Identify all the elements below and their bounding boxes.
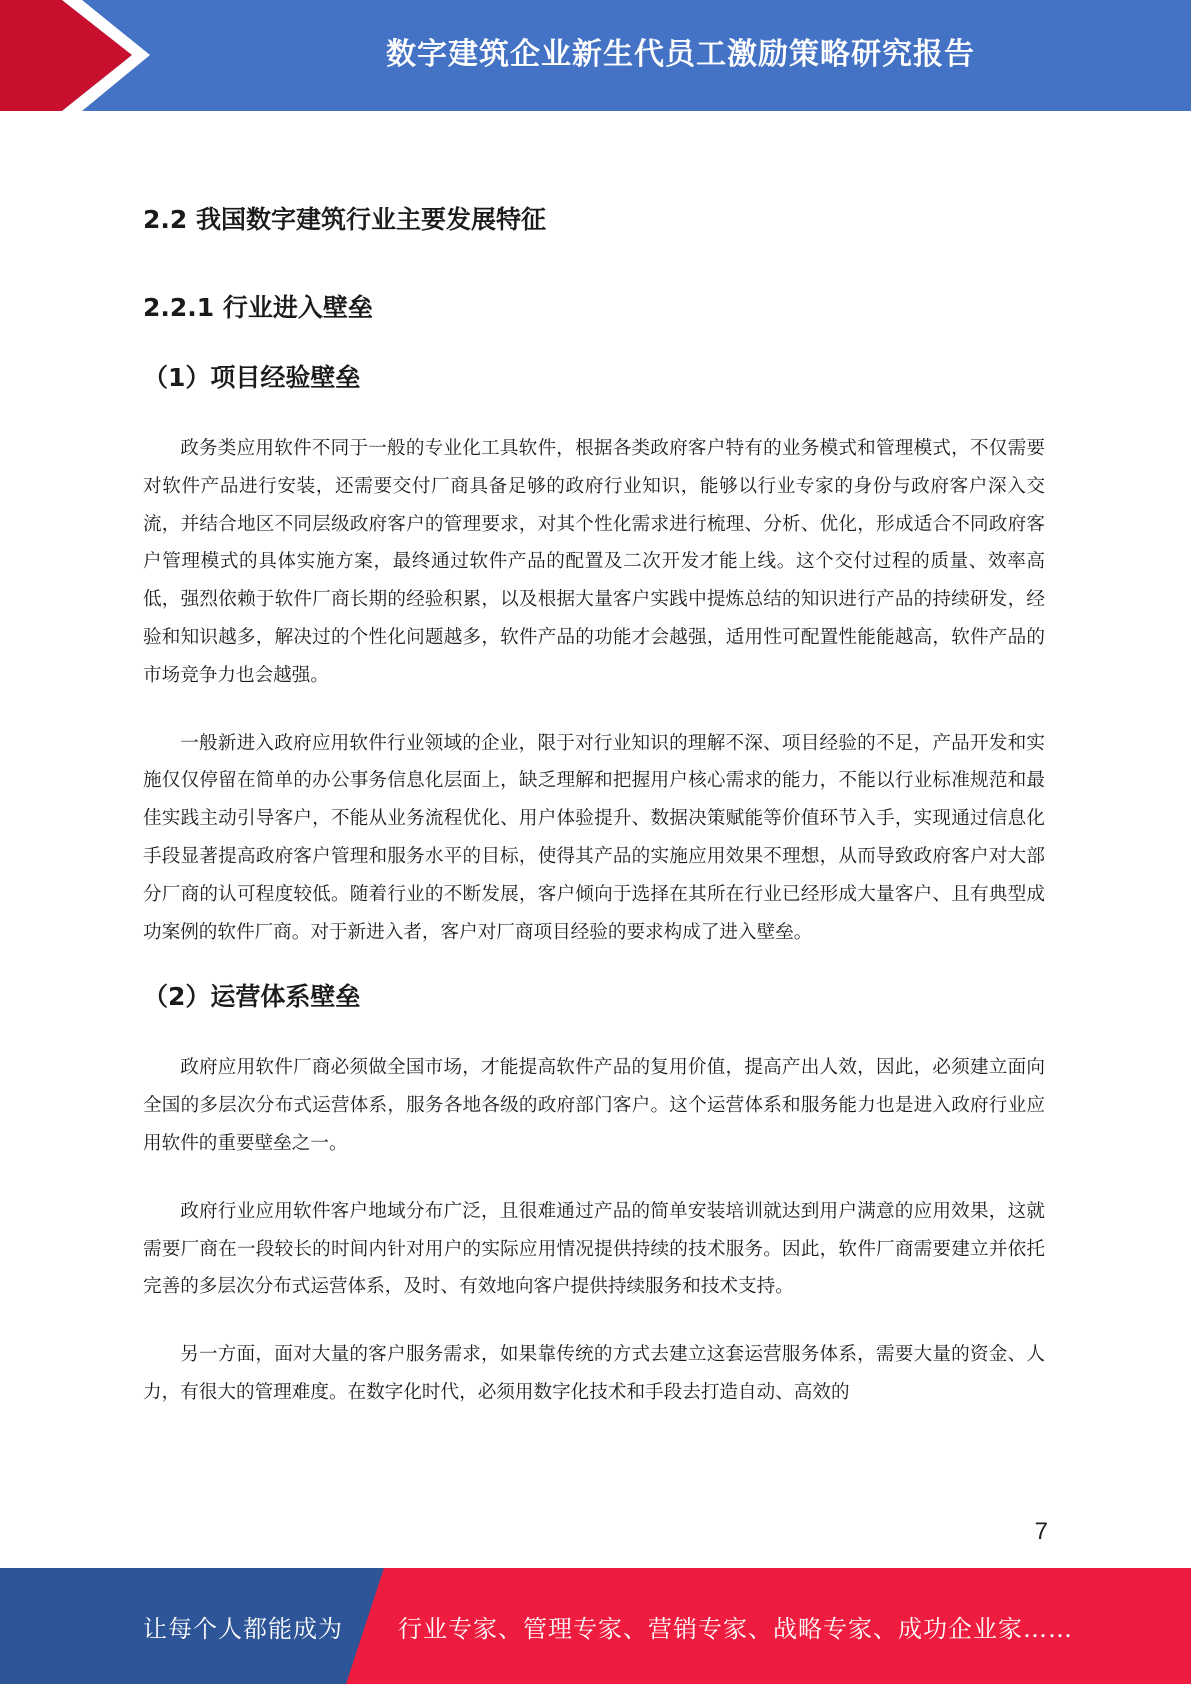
section-heading-2-2-1: 2.2.1 行业进入壁垒 — [143, 293, 373, 322]
paragraph: 政府应用软件厂商必须做全国市场，才能提高软件产品的复用价值，提高产出人效，因此，必须建立面向全国的多层次分布式运营体系，服务各地各级的政府部门客户。这个运营体系和服务能力也是进入政府行业应用软件的重要壁垒之一。 — [143, 1057, 1045, 1154]
report-title: 数字建筑企业新生代员工激励策略研究报告 — [386, 37, 975, 72]
subheading-project-experience: （1）项目经验壁垒 — [143, 363, 361, 392]
paragraph: 另一方面，面对大量的客户服务需求，如果靠传统的方式去建立这套运营服务体系，需要大量的资金、人力，有很大的管理难度。在数字化时代，必须用数字化技术和手段去打造自动、高效的 — [143, 1344, 1045, 1403]
page-footer — [0, 1568, 1191, 1684]
page-header — [0, 0, 1191, 111]
footer-slogan-right: 行业专家、管理专家、营销专家、战略专家、成功企业家…… — [398, 1614, 1073, 1643]
paragraph: 政府行业应用软件客户地域分布广泛，且很难通过产品的简单安装培训就达到用户满意的应用效果，这就需要厂商在一段较长的时间内针对用户的实际应用情况提供持续的技术服务。因此，软件厂商需要建立并依托完善的多层次分布式运营体系，及时、有效地向客户提供持续服务和技术支持。 — [143, 1200, 1045, 1298]
footer-slogan-left: 让每个人都能成为 — [143, 1614, 343, 1643]
main-content — [143, 196, 1045, 1412]
paragraph: 政务类应用软件不同于一般的专业化工具软件，根据各类政府客户特有的业务模式和管理模式，不仅需要对软件产品进行安装，还需要交付厂商具备足够的政府行业知识，能够以行业专家的身份与政府客户深入交流，并结合地区不同层级政府客户的管理要求，对其个性化需求进行梳理、分析、优化，形成适合不同政府客户管理模式的具体实施方案，最终通过软件产品的配置及二次开发才能上线。这个交付过程的质量、效率高低，强烈依赖于软件厂商长期的经验积累，以及根据大量客户实践中提炼总结的知识进行产品的持续研发，经验和知识越多，解决过的个性化问题越多，软件产品的功能才会越强，适用性可配置性能能越高，软件产品的市场竞争力也会越强。 — [143, 438, 1045, 686]
page-number: 7 — [1034, 1518, 1048, 1545]
paragraph: 一般新进入政府应用软件行业领域的企业，限于对行业知识的理解不深、项目经验的不足，产品开发和实施仅仅停留在简单的办公事务信息化层面上，缺乏理解和把握用户核心需求的能力，不能以行业标准规范和最佳实践主动引导客户，不能从业务流程优化、用户体验提升、数据决策赋能等价值环节入手，实现通过信息化手段显著提高政府客户管理和服务水平的目标，使得其产品的实施应用效果不理想，从而导致政府客户对大部分厂商的认可程度较低。随着行业的不断发展，客户倾向于选择在其所在行业已经形成大量客户、且有典型成功案例的软件厂商。对于新进入者，客户对厂商项目经验的要求构成了进入壁垒。 — [143, 732, 1045, 943]
subheading-operation-system: （2）运营体系壁垒 — [143, 982, 361, 1012]
section-heading-2-2: 2.2 我国数字建筑行业主要发展特征 — [143, 205, 546, 234]
